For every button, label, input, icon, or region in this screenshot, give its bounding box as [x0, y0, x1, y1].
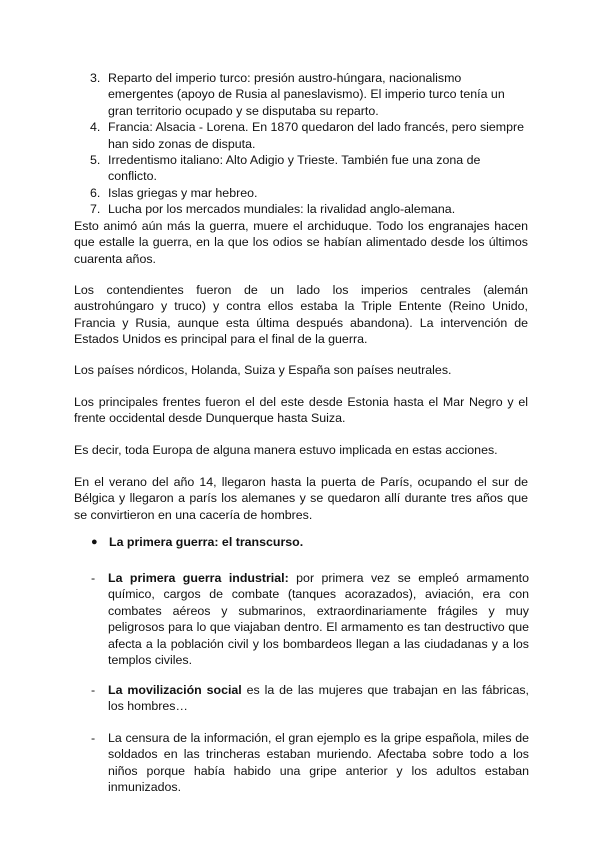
list-text: Irredentismo italiano: Alto Adigio y Trieste. También fue una zona de conflicto.: [108, 153, 481, 184]
list-number: 6.: [90, 185, 101, 200]
paragraph-verano: En el verano del año 14, llegaron hasta la puerta de París, ocupando el sur de Bélgica y llegaron a parís los alemanes y se quedaron allí durante tres años que se convirtieron en una cacería de hombres.: [74, 475, 528, 522]
dash-item-text: La censura de la información, el gran ejemplo es la gripe española, miles de soldados en las trincheras estaban muriendo. Afectaba sobre todo a los niños porque había habido una gripe anterior y los adultos estaban inmunizados.: [108, 731, 529, 795]
paragraph-contendientes: Los contendientes fueron de un lado los imperios centrales (alemán austrohúngaro y truco) y contra ellos estaba la Triple Entente (Reino Unido, Francia y Rusia, aunque esta última después abandona). La intervención de Estados Unidos es principal para el final de la guerra.: [74, 283, 528, 347]
list-item: [90, 70, 530, 119]
list-item: [90, 152, 530, 185]
paragraph-frentes: Los principales frentes fueron el del este desde Estonia hasta el Mar Negro y el frente occidental desde Dunquerque hasta Suiza.: [74, 395, 528, 426]
list-text: Islas griegas y mar hebreo.: [108, 185, 258, 200]
dash-item-movilizacion: [91, 682, 529, 715]
list-item: [90, 201, 530, 217]
list-text: Francia: Alsacia - Lorena. En 1870 quedaron del lado francés, pero siempre han sido zonas de disputa.: [108, 120, 525, 151]
list-number: 3.: [90, 71, 101, 85]
bullet-icon: ●: [91, 536, 98, 548]
paragraph-neutrales: Los países nórdicos, Holanda, Suiza y España son países neutrales.: [74, 363, 452, 377]
list-text: Lucha por los mercados mundiales: la rivalidad anglo-alemana.: [108, 202, 456, 217]
dash-marker: -: [91, 731, 96, 745]
dash-marker: -: [91, 571, 96, 585]
paragraph-archiduque: Esto animó aún más la guerra, muere el archiduque. Todo los engranajes hacen que estalle la guerra, en la que los odios se habían alimentado desde los últimos cuarenta años.: [74, 219, 528, 266]
dash-marker: -: [91, 683, 96, 697]
dash-item-bold: La movilización social: [108, 683, 242, 697]
list-number: 4.: [90, 120, 101, 135]
dash-item-censura: [91, 730, 529, 796]
list-item: [90, 119, 530, 152]
dash-item-guerra-industrial: [91, 570, 529, 668]
list-number: 7.: [90, 202, 101, 217]
list-number: 5.: [90, 153, 101, 168]
section-heading-text: La primera guerra: el transcurso.: [109, 535, 304, 549]
list-text: Reparto del imperio turco: presión austro-húngara, nacionalismo emergentes (apoyo de Rusia al paneslavismo). El imperio turco tenía un gran territorio ocupado y se disputaba su reparto.: [108, 71, 505, 118]
dash-item-text: es la de las mujeres que trabajan en las fábricas, los hombres…: [108, 683, 530, 714]
dash-item-text: por primera vez se empleó armamento químico, cargos de combate (tanques acorazados), aviación, era con combates aéreos y submarinos, extraordinariamente frágiles y muy peligrosos para lo que viajaban dentro. El armamento es tan destructivo que afecta a la población civil y los bombardeos llegan a las ciudadanas y a los templos civiles.: [108, 571, 529, 668]
numbered-list: [90, 70, 530, 218]
list-item: [90, 185, 530, 201]
dash-item-bold: La primera guerra industrial:: [108, 571, 289, 585]
paragraph-europa: Es decir, toda Europa de alguna manera estuvo implicada en estas acciones.: [74, 443, 498, 457]
